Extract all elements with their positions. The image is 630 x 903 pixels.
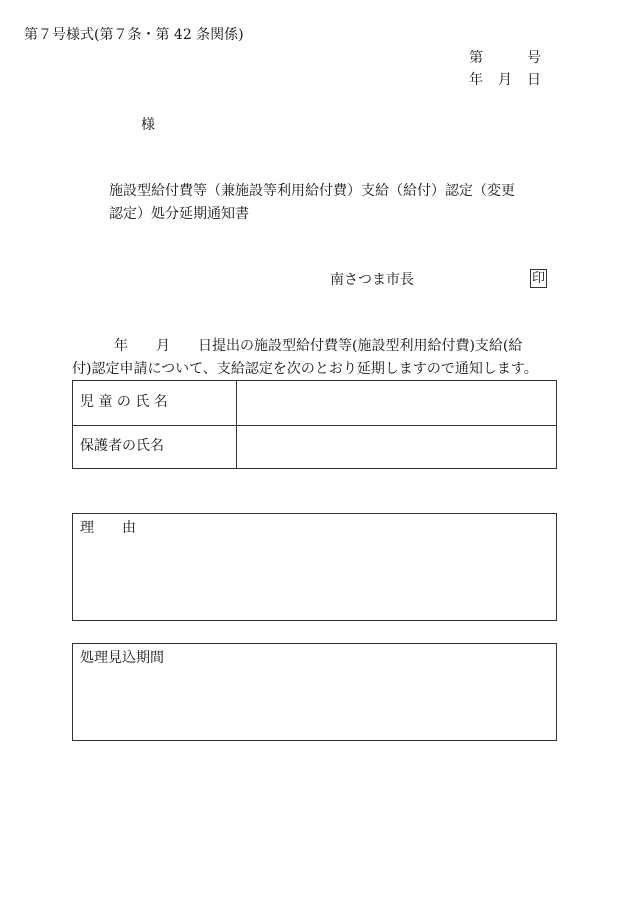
date-month-label: 月 <box>498 72 512 88</box>
seal-mark: 印 <box>531 271 545 286</box>
form-number: 第７号様式(第７条・第 42 条関係) <box>24 27 244 43</box>
child-name-label: 児 童 の 氏 名 <box>80 394 168 410</box>
guardian-name-row <box>73 425 556 468</box>
guardian-name-label: 保護者の氏名 <box>80 438 164 454</box>
document-title-line-1: 施設型給付費等（兼施設等利用給付費）支給（給付）認定（変更 <box>109 183 515 199</box>
body-text-line-1: 年 月 日提出の施設型給付費等(施設型利用給付費)支給(給 <box>114 338 523 354</box>
child-name-row <box>73 381 556 426</box>
body-text-line-2: 付)認定申請について、支給認定を次のとおり延期しますので通知します。 <box>72 361 538 377</box>
recipient-honorific: 様 <box>141 117 155 133</box>
processing-period-label: 処理見込期間 <box>80 650 164 666</box>
doc-number-dai: 第 <box>469 50 483 66</box>
issuer-name: 南さつま市長 <box>330 272 414 288</box>
applicant-table <box>72 380 557 469</box>
reason-label: 理 由 <box>80 520 136 536</box>
date-year-label: 年 <box>469 72 483 88</box>
reason-box <box>72 513 557 621</box>
processing-period-box <box>72 643 557 741</box>
document-title-line-2: 認定）処分延期通知書 <box>109 206 249 222</box>
doc-number-go: 号 <box>527 50 541 66</box>
date-day-label: 日 <box>527 72 541 88</box>
table-column-divider <box>236 381 237 468</box>
